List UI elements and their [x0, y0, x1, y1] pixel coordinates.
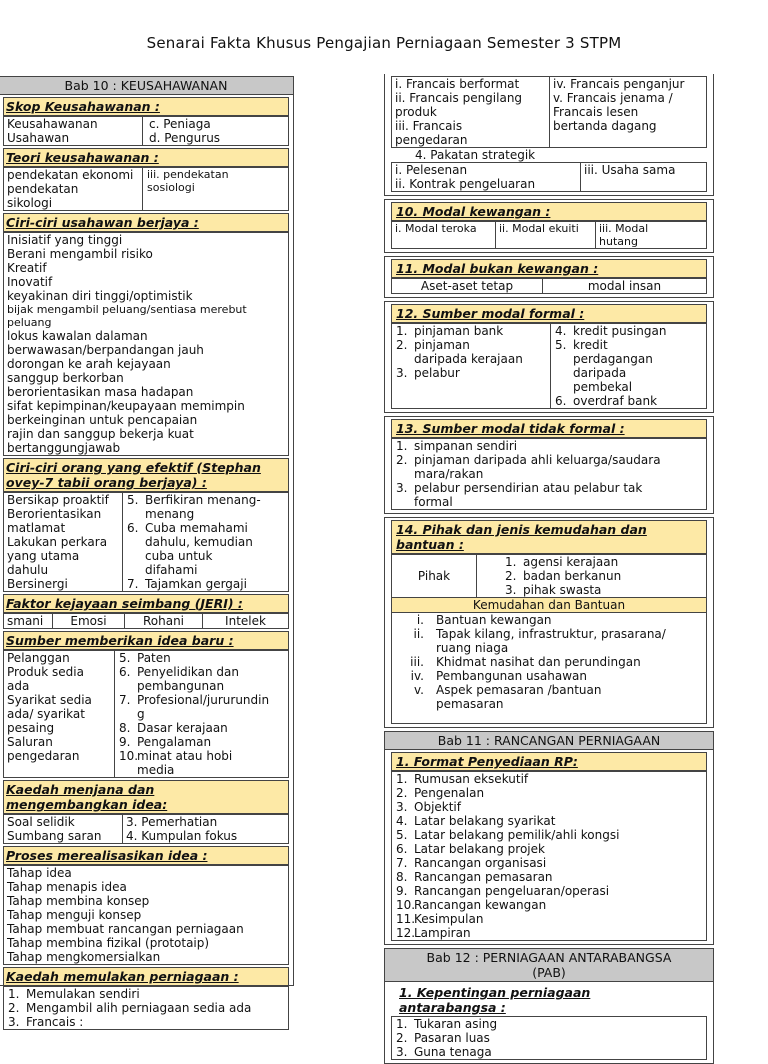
francais-r: Francais lesen	[553, 105, 639, 119]
jeri-item: Rohani	[124, 614, 202, 628]
efektif-num: 6.	[127, 521, 139, 535]
efektif-right-item: Tajamkan gergaji	[145, 577, 247, 591]
memulakan-header: Kaedah memulakan perniagaan :	[3, 967, 289, 986]
format-item: Lampiran	[414, 926, 471, 940]
right-column	[384, 74, 714, 1059]
pihak-table	[391, 554, 707, 598]
menjana-header-line1: Kaedah menjana dan	[6, 782, 155, 797]
proses-item: Tahap menapis idea	[7, 880, 127, 894]
format-num: 9.	[396, 884, 408, 898]
tidakformal-num	[392, 495, 414, 509]
modal-c1: iii. Modal	[599, 222, 649, 235]
pihak-num: 3.	[505, 583, 517, 597]
memulakan-num: 2.	[8, 1001, 20, 1015]
kemudahan-num: iii.	[410, 655, 424, 669]
format-num: 8.	[396, 870, 408, 884]
format-item: Latar belakang syarikat	[414, 814, 556, 828]
proses-list	[3, 865, 289, 965]
proses-header: Proses merealisasikan idea :	[3, 846, 289, 865]
format-item: Kesimpulan	[414, 912, 484, 926]
skop-b: Usahawan	[7, 131, 70, 145]
kemudahan-item: Bantuan kewangan	[436, 613, 552, 627]
teori-header: Teori keusahawanan :	[3, 148, 289, 167]
format-item: Rancangan organisasi	[414, 856, 547, 870]
formal-item: pembekal	[573, 380, 633, 394]
tidakformal-item: mara/rakan	[414, 467, 484, 481]
idea-left-item: Saluran	[7, 735, 53, 749]
kepentingan-item: Tukaran asing	[414, 1017, 498, 1031]
idea-num	[115, 707, 137, 721]
format-list	[391, 771, 707, 941]
formal-item: overdraf bank	[573, 394, 658, 408]
proses-item: Tahap idea	[7, 866, 72, 880]
efektif-num	[123, 535, 145, 549]
kemudahan-heading: Kemudahan dan Bantuan	[391, 598, 707, 613]
francais-l: pengedaran	[395, 133, 468, 147]
idea-left-item: Produk sedia	[7, 665, 84, 679]
idea-right-item: Dasar kerajaan	[137, 721, 228, 735]
memulakan-item: Memulakan sendiri	[26, 987, 140, 1001]
formal-item: pelabur	[414, 366, 460, 380]
tidakformal-item: pinjaman daripada ahli keluarga/saudara	[414, 453, 661, 467]
formal-item: pinjaman	[414, 338, 470, 352]
formal-num: 1.	[396, 324, 408, 338]
idea-right-item: Penyelidikan dan	[137, 665, 239, 679]
idea-num: 9.	[119, 735, 131, 749]
idea-num	[115, 679, 137, 693]
bukan-table	[391, 278, 707, 294]
kemudahan-item: Tapak kilang, infrastruktur, prasarana/	[436, 627, 666, 641]
bukan-section	[384, 256, 714, 298]
ciri-item: keyakinan diri tinggi/optimistik	[7, 289, 193, 303]
idea-left-item: pengedaran	[7, 749, 80, 763]
idea-num: 5.	[119, 651, 131, 665]
skop-header: Skop Keusahawanan :	[3, 97, 289, 116]
pakatan-strategik: 4. Pakatan strategik	[415, 148, 536, 162]
tidakformal-header: 13. Sumber modal tidak formal :	[391, 419, 707, 438]
kemudahan-list	[391, 613, 707, 724]
formal-num	[551, 352, 573, 366]
idea-left-item: ada/ syarikat	[7, 707, 85, 721]
modal-a: i. Modal teroka	[395, 222, 477, 235]
kepentingan-num: 3.	[396, 1045, 408, 1059]
menjana-l1: Soal selidik	[7, 815, 75, 829]
efektif-right-item: cuba untuk	[145, 549, 213, 563]
modal-c2: hutang	[599, 235, 638, 248]
idea-table	[3, 650, 289, 778]
kepentingan-num: 2.	[396, 1031, 408, 1045]
menjana-table	[3, 814, 289, 844]
jeri-header: Faktor kejayaan seimbang (JERI) :	[3, 594, 289, 613]
kemudahan-item: Aspek pemasaran /bantuan	[436, 683, 602, 697]
format-item: Objektif	[414, 800, 461, 814]
teori-l3: sikologi	[7, 196, 53, 210]
ciri-item: bijak mengambil peluang/sentiasa merebut	[7, 303, 247, 316]
formal-num	[551, 380, 573, 394]
idea-left-item: Pelanggan	[7, 651, 70, 665]
proses-item: Tahap membuat rancangan perniagaan	[7, 922, 244, 936]
format-num: 4.	[396, 814, 408, 828]
format-num: 2.	[396, 786, 408, 800]
skop-table	[3, 116, 289, 146]
kemudahan-num: ii.	[413, 627, 424, 641]
modal-section	[384, 199, 714, 253]
kepentingan-item: Pasaran luas	[414, 1031, 490, 1045]
format-item: Latar belakang pemilik/ahli kongsi	[414, 828, 620, 842]
modal-table	[391, 221, 707, 249]
teori-l1: pendekatan ekonomi	[7, 168, 134, 182]
formal-num: 4.	[555, 324, 567, 338]
skop-d: d. Pengurus	[149, 131, 221, 145]
bab12-heading	[384, 948, 714, 982]
efektif-left-item: Bersinergi	[7, 577, 68, 591]
idea-right-item: media	[137, 763, 175, 777]
jeri-item: Intelek	[202, 614, 288, 628]
francais-r: v. Francais jenama /	[553, 91, 673, 105]
efektif-num: 7.	[127, 577, 139, 591]
formal-num	[551, 366, 573, 380]
ciri-item: sifat kepimpinan/keupayaan memimpin	[7, 399, 245, 413]
idea-num: 10.	[119, 749, 139, 763]
proses-item: Tahap membina fizikal (prototaip)	[7, 936, 210, 950]
pihak-num: 2.	[505, 569, 517, 583]
teori-l2: pendekatan	[7, 182, 79, 196]
format-num: 5.	[396, 828, 408, 842]
pihak-header-line1: 14. Pihak dan jenis kemudahan dan	[396, 522, 647, 537]
idea-right-item: Profesional/jururundin	[137, 693, 270, 707]
pihak-num: 1.	[505, 555, 517, 569]
ciri-item: sanggup berkorban	[7, 371, 124, 385]
efektif-left-item: yang utama	[7, 549, 80, 563]
bab12-line1: Bab 12 : PERNIAGAAN ANTARABANGSA	[426, 950, 672, 965]
ciri-item: Berani mengambil risiko	[7, 247, 153, 261]
teori-r1: iii. pendekatan	[147, 168, 229, 181]
efektif-left-item: matlamat	[7, 521, 66, 535]
ciri-item: rajin dan sanggup bekerja kuat	[7, 427, 194, 441]
tidakformal-list	[391, 438, 707, 510]
efektif-right-item: Cuba memahami	[145, 521, 248, 535]
format-num: 3.	[396, 800, 408, 814]
francais-r: iv. Francais penganjur	[553, 77, 685, 91]
kemudahan-item: Khidmat nasihat dan perundingan	[436, 655, 641, 669]
format-num: 12.	[396, 926, 416, 940]
formal-item: daripada	[573, 366, 627, 380]
formal-item: daripada kerajaan	[414, 352, 523, 366]
formal-item: perdagangan	[573, 352, 653, 366]
proses-item: Tahap mengkomersialkan	[7, 950, 161, 964]
kepentingan-list	[391, 1016, 707, 1060]
efektif-left-item: Bersikap proaktif	[7, 493, 109, 507]
kemudahan-num: v.	[414, 683, 424, 697]
ciri-header: Ciri-ciri usahawan berjaya :	[3, 213, 289, 232]
pihak-header-line2: bantuan :	[396, 537, 464, 552]
tidakformal-num	[392, 467, 414, 481]
efektif-num: 5.	[127, 493, 139, 507]
page-title: Senarai Fakta Khusus Pengajian Perniagaan Semester 3 STPM	[146, 34, 622, 52]
idea-right-item: Paten	[137, 651, 171, 665]
efektif-right-item: dahulu, kemudian	[145, 535, 253, 549]
pelesenan-r1: iii. Usaha sama	[584, 163, 676, 177]
kemudahan-item: Pembangunan usahawan	[436, 669, 588, 683]
menjana-header-line2: mengembangkan idea:	[6, 797, 168, 812]
bab12-line2: (PAB)	[532, 965, 566, 980]
skop-a: Keusahawanan	[7, 117, 98, 131]
efektif-header	[3, 458, 289, 492]
format-item: Rumusan eksekutif	[414, 772, 529, 786]
pihak-item: pihak swasta	[523, 583, 602, 597]
efektif-table	[3, 492, 289, 592]
ciri-item: berwawasan/berpandangan jauh	[7, 343, 204, 357]
format-num: 7.	[396, 856, 408, 870]
idea-left-item: ada	[7, 679, 30, 693]
efektif-right-item: menang	[145, 507, 195, 521]
format-item: Rancangan pemasaran	[414, 870, 553, 884]
format-num: 1.	[396, 772, 408, 786]
memulakan-num: 3.	[8, 1015, 20, 1029]
menjana-l2: Sumbang saran	[7, 829, 102, 843]
tidakformal-num: 3.	[396, 481, 408, 495]
efektif-right-item: Berfikiran menang-	[145, 493, 261, 507]
idea-right-item: Pengalaman	[137, 735, 212, 749]
idea-right-item: pembangunan	[137, 679, 225, 693]
efektif-left-item: Berorientasikan	[7, 507, 102, 521]
bab11-heading: Bab 11 : RANCANGAN PERNIAGAAN	[384, 731, 714, 750]
ciri-item: Inisiatif yang tinggi	[7, 233, 123, 247]
tidakformal-item: pelabur persendirian atau pelabur tak	[414, 481, 643, 495]
efektif-left-item: dahulu	[7, 563, 49, 577]
kepentingan-header-line1: 1. Kepentingan perniagaan	[399, 985, 591, 1000]
formal-num: 3.	[396, 366, 408, 380]
ciri-list	[3, 232, 289, 456]
idea-left-item: Syarikat sedia	[7, 693, 92, 707]
kepentingan-item: Guna tenaga	[414, 1045, 492, 1059]
ciri-item: peluang	[7, 316, 52, 329]
tidakformal-section	[384, 416, 714, 514]
idea-left-item: pesaing	[7, 721, 55, 735]
ciri-item: berorientasikan masa hadapan	[7, 385, 194, 399]
format-num: 10.	[396, 898, 416, 912]
proses-item: Tahap membina konsep	[7, 894, 150, 908]
memulakan-num: 1.	[8, 987, 20, 1001]
idea-right-item: minat atau hobi	[137, 749, 233, 763]
jeri-table	[3, 613, 289, 629]
kemudahan-item: pemasaran	[436, 697, 504, 711]
idea-num: 8.	[119, 721, 131, 735]
bukan-a: Aset-aset tetap	[420, 279, 514, 293]
kemudahan-item: ruang niaga	[436, 641, 509, 655]
kemudahan-num: iv.	[410, 669, 424, 683]
efektif-num	[123, 507, 145, 521]
format-header: 1. Format Penyediaan RP:	[391, 752, 707, 771]
pihak-item: agensi kerajaan	[523, 555, 619, 569]
formal-item: kredit	[573, 338, 608, 352]
francais-l: produk	[395, 105, 437, 119]
pihak-section	[384, 517, 714, 728]
ciri-item: bertanggungjawab	[7, 441, 121, 455]
kemudahan-num	[392, 697, 436, 711]
francais-l: ii. Francais pengilang	[395, 91, 523, 105]
efektif-right-item: difahami	[145, 563, 198, 577]
teori-table	[3, 167, 289, 211]
idea-num: 7.	[119, 693, 131, 707]
memulakan-list	[3, 986, 289, 1030]
idea-num: 6.	[119, 665, 131, 679]
modal-b: ii. Modal ekuiti	[495, 222, 595, 248]
kepentingan-section	[384, 982, 714, 1064]
efektif-num	[123, 549, 145, 563]
pihak-item: badan berkanun	[523, 569, 622, 583]
ciri-item: Inovatif	[7, 275, 53, 289]
ciri-item: lokus kawalan dalaman	[7, 329, 148, 343]
pelesenan-l2: ii. Kontrak pengeluaran	[395, 177, 536, 191]
pihak-header	[391, 520, 707, 554]
skop-c: c. Peniaga	[149, 117, 211, 131]
proses-item: Tahap menguji konsep	[7, 908, 142, 922]
kemudahan-num: i.	[416, 613, 424, 627]
kepentingan-header-line2: antarabangsa :	[399, 1000, 506, 1015]
ciri-item: berkeinginan untuk pencapaian	[7, 413, 198, 427]
bukan-header: 11. Modal bukan kewangan :	[391, 259, 707, 278]
ciri-item: Kreatif	[7, 261, 47, 275]
menjana-header	[3, 780, 289, 814]
format-item: Rancangan kewangan	[414, 898, 547, 912]
bukan-b: modal insan	[542, 279, 706, 293]
francais-section	[384, 74, 714, 196]
format-num: 6.	[396, 842, 408, 856]
efektif-left-item: Lakukan perkara	[7, 535, 108, 549]
formal-table	[391, 323, 707, 409]
format-item: Pengenalan	[414, 786, 485, 800]
formal-item: pinjaman bank	[414, 324, 504, 338]
modal-header: 10. Modal kewangan :	[391, 202, 707, 221]
memulakan-item: Mengambil alih perniagaan sedia ada	[26, 1001, 252, 1015]
menjana-r1: 3. Pemerhatian	[126, 815, 218, 829]
memulakan-item: Francais :	[26, 1015, 84, 1029]
formal-item: kredit pusingan	[573, 324, 667, 338]
formal-num	[392, 352, 414, 366]
francais-l: iii. Francais	[395, 119, 463, 133]
pelesenan-l1: i. Pelesenan	[395, 163, 468, 177]
tidakformal-item: formal	[414, 495, 453, 509]
pihak-label: Pihak	[417, 569, 451, 583]
francais-table	[391, 76, 707, 148]
francais-r: bertanda dagang	[553, 119, 657, 133]
idea-header: Sumber memberikan idea baru :	[3, 631, 289, 650]
formal-num: 6.	[555, 394, 567, 408]
formal-header: 12. Sumber modal formal :	[391, 304, 707, 323]
menjana-r2: 4. Kumpulan fokus	[126, 829, 238, 843]
kepentingan-header	[391, 984, 707, 1016]
efektif-header-line1: Ciri-ciri orang yang efektif (Stephan	[6, 460, 261, 475]
jeri-item: smani	[7, 614, 44, 628]
bab10-heading: Bab 10 : KEUSAHAWANAN	[0, 77, 293, 95]
idea-right-item: g	[137, 707, 145, 721]
left-column	[0, 76, 294, 1029]
idea-num	[115, 763, 137, 777]
kemudahan-num	[392, 641, 436, 655]
kepentingan-num: 1.	[396, 1017, 408, 1031]
pelesenan-table	[391, 162, 707, 192]
efektif-num	[123, 563, 145, 577]
teori-r2: sosiologi	[147, 181, 195, 194]
tidakformal-num: 2.	[396, 453, 408, 467]
formal-num: 2.	[396, 338, 408, 352]
francais-l: i. Francais berformat	[395, 77, 520, 91]
tidakformal-num: 1.	[396, 439, 408, 453]
formal-num: 5.	[555, 338, 567, 352]
efektif-header-line2: ovey-7 tabii orang berjaya) :	[6, 475, 207, 490]
tidakformal-item: simpanan sendiri	[414, 439, 518, 453]
format-item: Rancangan pengeluaran/operasi	[414, 884, 610, 898]
formal-section	[384, 301, 714, 413]
format-num: 11.	[396, 912, 416, 926]
format-section	[384, 750, 714, 945]
jeri-item: Emosi	[52, 614, 124, 628]
ciri-item: dorongan ke arah kejayaan	[7, 357, 171, 371]
format-item: Latar belakang projek	[414, 842, 545, 856]
